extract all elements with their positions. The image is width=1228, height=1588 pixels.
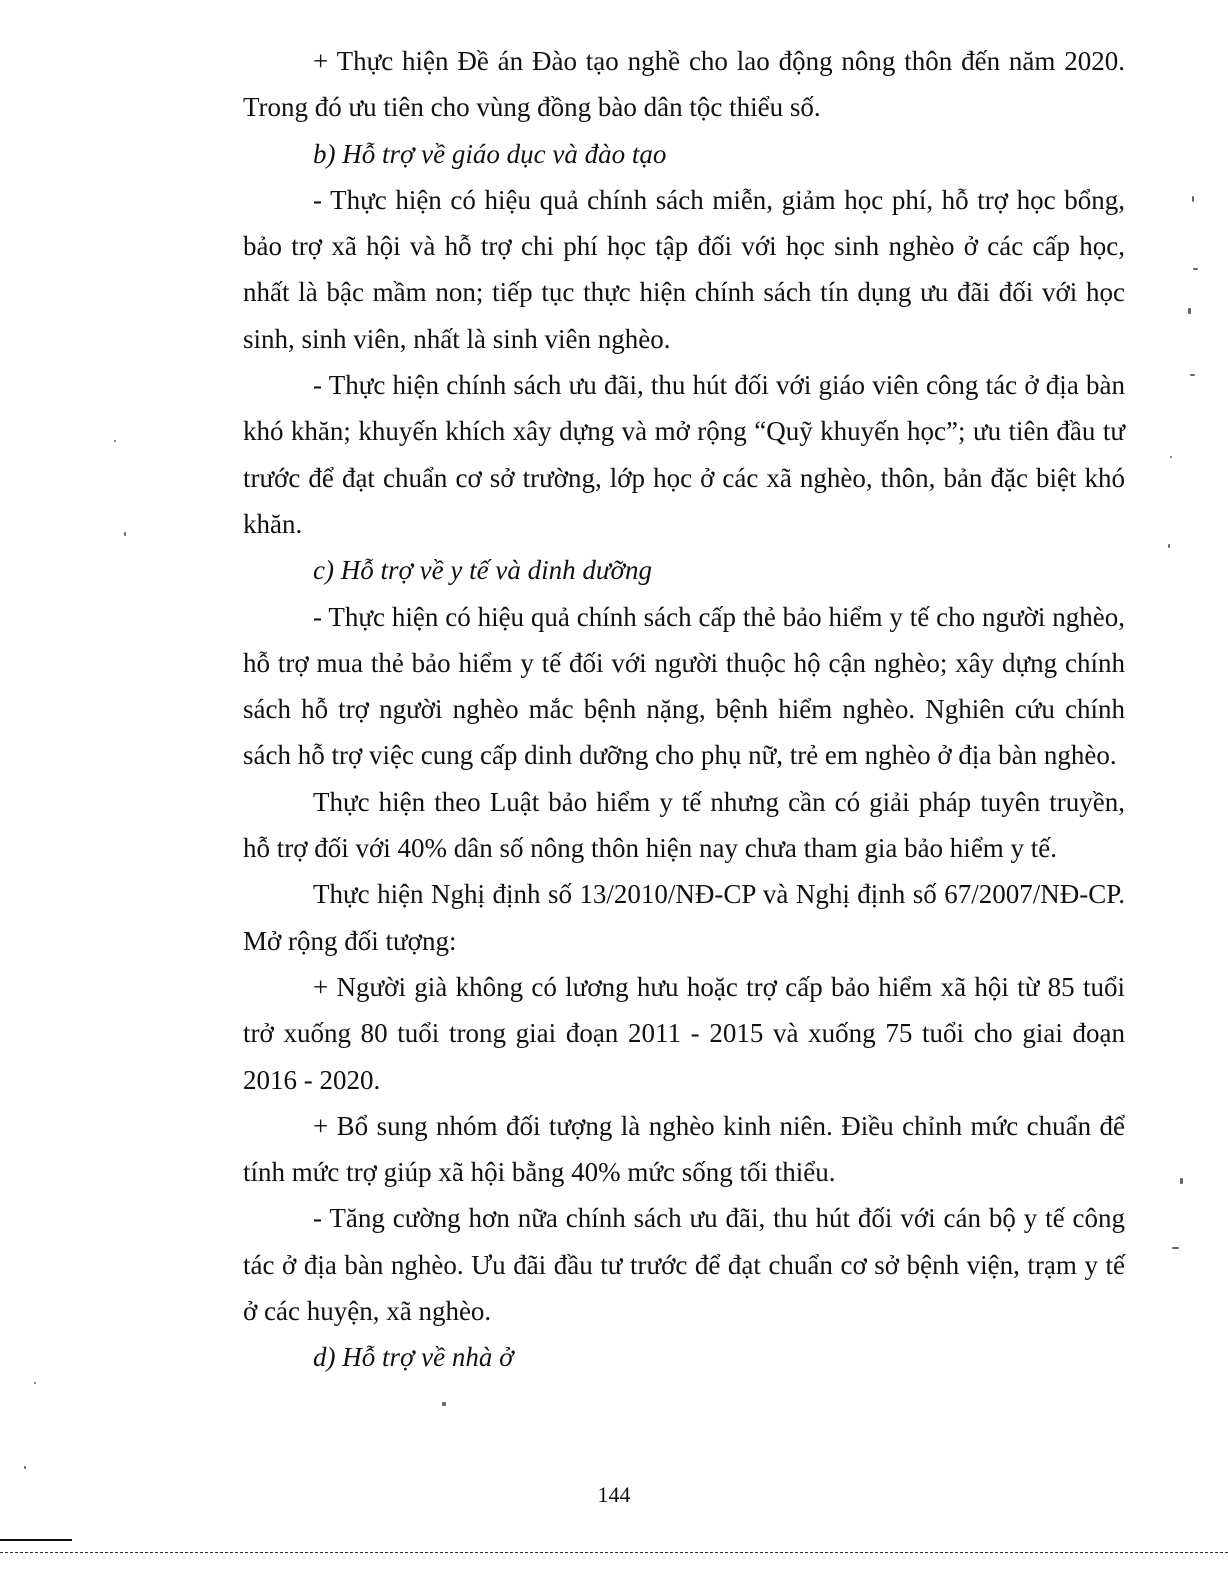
scan-speck [114,440,116,442]
paragraph-health-staff-incentives: - Tăng cường hơn nữa chính sách ưu đãi, thu hút đối với cán bộ y tế công tác ở địa bàn nghèo. Ưu đãi đầu tư trước để đạt chuẩn cơ sở bệnh viện, trạm y tế ở các huyện, xã nghèo. [243,1203,1125,1327]
paragraph-health-insurance-law: Thực hiện theo Luật bảo hiểm y tế nhưng cần có giải pháp tuyên truyền, hỗ trợ đối với 40% dân số nông thôn hiện nay chưa tham gia bảo hiểm y tế. [243,786,1125,864]
paragraph-decree-reference: Thực hiện Nghị định số 13/2010/NĐ-CP và Nghị định số 67/2007/NĐ-CP. Mở rộng đối tượng: [243,879,1125,956]
scan-speck [1172,1247,1179,1249]
heading-housing-support: d) Hỗ trợ về nhà ở [313,1342,514,1373]
scan-speck [1180,1178,1183,1184]
scan-speck [1168,544,1170,548]
scan-speck [124,532,126,536]
paragraph-vocational-training: + Thực hiện Đề án Đào tạo nghề cho lao động nông thôn đến năm 2020. Trong đó ưu tiên cho vùng đồng bào dân tộc thiểu số. [243,46,1125,123]
scan-speck [1170,456,1172,458]
paragraph-health-insurance-cards: - Thực hiện có hiệu quả chính sách cấp thẻ bảo hiểm y tế cho người nghèo, hỗ trợ mua thẻ bảo hiểm y tế đối với người thuộc hộ cận nghèo; xây dựng chính sách hỗ trợ người nghèo mắc bệnh nặng, bệnh hiểm nghèo. Nghiên cứu chính sách hỗ trợ việc cung cấp dinh dưỡng cho phụ nữ, trẻ em nghèo ở địa bàn nghèo. [243,601,1125,771]
scan-speck [1188,308,1191,314]
scan-speck [24,1466,26,1469]
paragraph-chronic-poor: + Bổ sung nhóm đối tượng là nghèo kinh niên. Điều chỉnh mức chuẩn để tính mức trợ giúp xã hội bằng 40% mức sống tối thiểu. [243,1110,1125,1188]
footer-rule-solid [0,1539,72,1541]
paragraph-teacher-incentives: - Thực hiện chính sách ưu đãi, thu hút đối với giáo viên công tác ở địa bàn khó khăn; khuyến khích xây dựng và mở rộng “Quỹ khuyến học”; ưu tiên đầu tư trước để đạt chuẩn cơ sở trường, lớp học ở các xã nghèo, thôn, bản đặc biệt khó khăn. [243,370,1125,539]
scan-speck [34,1382,36,1384]
scan-speck [442,1402,446,1406]
scan-speck [1193,268,1198,270]
footer-rule-dashed [0,1552,1228,1553]
document-body [243,38,1125,1381]
scan-speck [1192,196,1194,202]
page-number: 144 [597,1482,631,1507]
paragraph-tuition-policy: - Thực hiện có hiệu quả chính sách miễn, giảm học phí, hỗ trợ học bổng, bảo trợ xã hội và hỗ trợ chi phí học tập đối với học sinh nghèo ở các cấp học, nhất là bậc mầm non; tiếp tục thực hiện chính sách tín dụng ưu đãi đối với học sinh, sinh viên, nhất là sinh viên nghèo. [243,184,1125,354]
heading-health-nutrition-support: c) Hỗ trợ về y tế và dinh dưỡng [313,555,652,586]
scan-speck [1190,374,1195,376]
paragraph-elderly-eligibility: + Người già không có lương hưu hoặc trợ cấp bảo hiểm xã hội từ 85 tuổi trở xuống 80 tuổi trong giai đoạn 2011 - 2015 và xuống 75 tuổi cho giai đoạn 2016 - 2020. [243,971,1125,1095]
heading-education-support: b) Hỗ trợ về giáo dục và đào tạo [313,138,667,169]
